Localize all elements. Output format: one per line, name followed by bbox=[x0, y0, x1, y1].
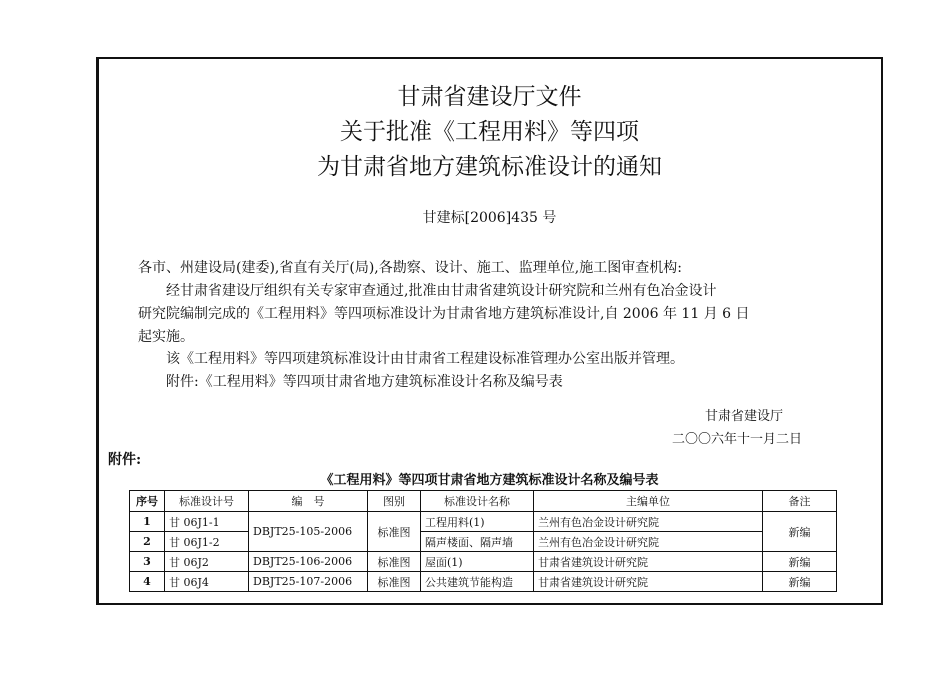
cell-unit: 兰州有色冶金设计研究院 bbox=[534, 512, 763, 532]
col-header-note: 备注 bbox=[763, 491, 837, 512]
table-header-row bbox=[130, 491, 837, 512]
header-line-2: 关于批准《工程用料》等四项 bbox=[340, 119, 639, 145]
cell-unit: 兰州有色冶金设计研究院 bbox=[534, 532, 763, 552]
paragraph-1-line-2: 研究院编制完成的《工程用料》等四项标准设计为甘肃省地方建筑标准设计,自 2006 年 11 月 6 日 bbox=[138, 306, 750, 322]
cell-type: 标准图 bbox=[368, 552, 421, 572]
cell-std: 甘 06J4 bbox=[165, 572, 249, 592]
col-header-name: 标准设计名称 bbox=[421, 491, 534, 512]
table-row bbox=[130, 532, 837, 552]
cell-no: 3 bbox=[130, 552, 165, 572]
cell-std: 甘 06J2 bbox=[165, 552, 249, 572]
paragraph-1-line-3: 起实施。 bbox=[138, 329, 194, 345]
cell-code: DBJT25-106-2006 bbox=[249, 552, 368, 572]
cell-name: 工程用料(1) bbox=[421, 512, 534, 532]
cell-code: DBJT25-105-2006 bbox=[249, 512, 368, 552]
cell-std: 甘 06J1-2 bbox=[165, 532, 249, 552]
standards-table bbox=[129, 490, 837, 592]
cell-name: 屋面(1) bbox=[421, 552, 534, 572]
cell-note: 新编 bbox=[763, 512, 837, 552]
document-number: 甘建标[2006]435 号 bbox=[422, 210, 557, 226]
table-row bbox=[130, 512, 837, 532]
cell-note: 新编 bbox=[763, 572, 837, 592]
cell-no: 1 bbox=[130, 512, 165, 532]
header-line-1: 甘肃省建设厅文件 bbox=[397, 84, 582, 110]
col-header-std: 标准设计号 bbox=[165, 491, 249, 512]
table-row bbox=[130, 572, 837, 592]
annex-table-title: 《工程用料》等四项甘肃省地方建筑标准设计名称及编号表 bbox=[320, 473, 659, 488]
cell-type: 标准图 bbox=[368, 512, 421, 552]
cell-std: 甘 06J1-1 bbox=[165, 512, 249, 532]
cell-no: 2 bbox=[130, 532, 165, 552]
cell-name: 隔声楼面、隔声墙 bbox=[421, 532, 534, 552]
col-header-no: 序号 bbox=[130, 491, 165, 512]
annex-label: 附件: bbox=[108, 452, 142, 468]
paragraph-3: 附件:《工程用料》等四项甘肃省地方建筑标准设计名称及编号表 bbox=[166, 374, 563, 390]
signature-org: 甘肃省建设厅 bbox=[705, 409, 784, 424]
col-header-type: 图别 bbox=[368, 491, 421, 512]
col-header-unit: 主编单位 bbox=[534, 491, 763, 512]
signature-date: 二〇〇六年十一月二日 bbox=[672, 432, 803, 447]
col-header-code: 编 号 bbox=[249, 491, 368, 512]
cell-no: 4 bbox=[130, 572, 165, 592]
salutation: 各市、州建设局(建委),省直有关厅(局),各勘察、设计、施工、监理单位,施工图审查机构: bbox=[138, 260, 682, 276]
cell-type: 标准图 bbox=[368, 572, 421, 592]
cell-code: DBJT25-107-2006 bbox=[249, 572, 368, 592]
paragraph-2: 该《工程用料》等四项建筑标准设计由甘肃省工程建设标准管理办公室出版并管理。 bbox=[166, 351, 684, 367]
cell-unit: 甘肃省建筑设计研究院 bbox=[534, 572, 763, 592]
table-row bbox=[130, 552, 837, 572]
cell-unit: 甘肃省建筑设计研究院 bbox=[534, 552, 763, 572]
header-line-3: 为甘肃省地方建筑标准设计的通知 bbox=[317, 154, 662, 180]
cell-name: 公共建筑节能构造 bbox=[421, 572, 534, 592]
cell-note: 新编 bbox=[763, 552, 837, 572]
paragraph-1-line-1: 经甘肃省建设厅组织有关专家审查通过,批准由甘肃省建筑设计研究院和兰州有色冶金设计 bbox=[166, 283, 717, 299]
